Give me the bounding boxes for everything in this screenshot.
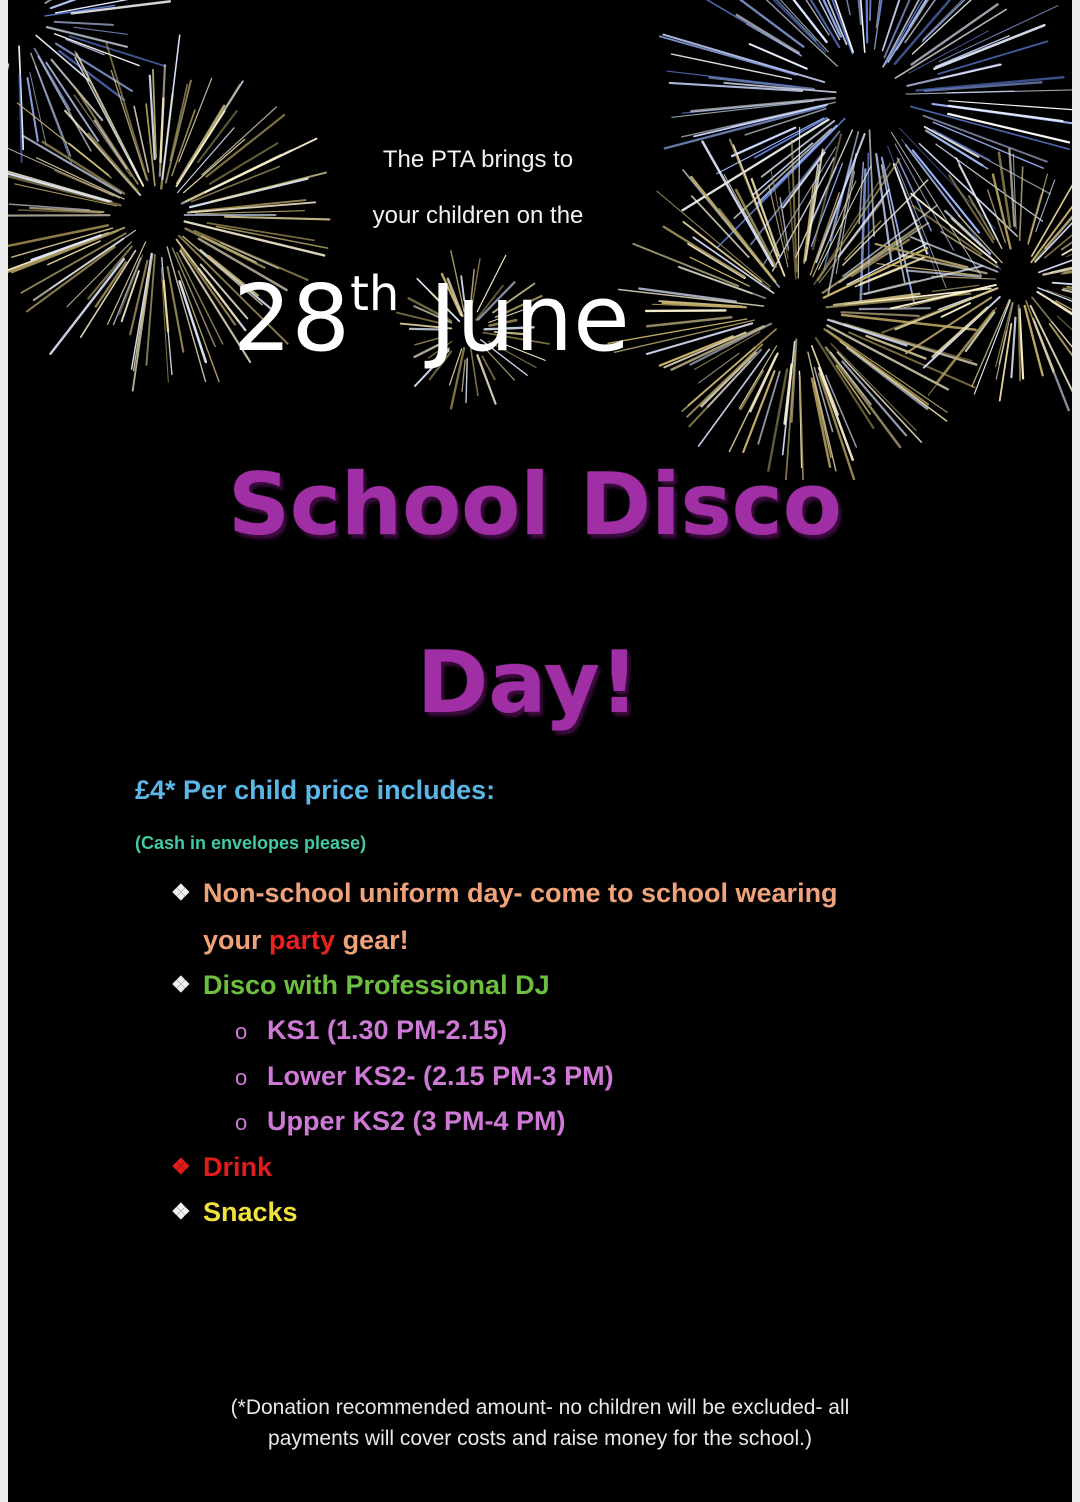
- snacks-text: Snacks: [203, 1197, 298, 1227]
- disco-text: Disco with Professional DJ: [203, 970, 550, 1000]
- session-item: [235, 1106, 566, 1137]
- list-item-uniform-cont: [203, 925, 409, 956]
- intro-line-1: The PTA brings to: [382, 146, 574, 173]
- session-item: [235, 1015, 507, 1046]
- list-item-disco: [171, 970, 550, 1001]
- bullet-icon: ❖: [171, 1154, 191, 1179]
- title-line-2: Day!: [416, 633, 640, 733]
- session-text: Upper KS2 (3 PM-4 PM): [267, 1106, 566, 1136]
- list-item-drink: [171, 1152, 272, 1183]
- circle-bullet-icon: o: [235, 1019, 248, 1044]
- circle-bullet-icon: o: [235, 1065, 248, 1090]
- session-text: Lower KS2- (2.15 PM-3 PM): [267, 1061, 614, 1091]
- uniform-text-a: Non-school uniform day- come to school wearing: [203, 878, 838, 908]
- footnote-line-2: payments will cover costs and raise money for the school.): [268, 1427, 812, 1450]
- cash-note: (Cash in envelopes please): [135, 833, 367, 853]
- date-day: 28: [233, 265, 351, 372]
- intro-line-2: your children on the: [372, 202, 584, 229]
- bullet-icon: ❖: [171, 1199, 191, 1224]
- session-text: KS1 (1.30 PM-2.15): [267, 1015, 508, 1045]
- list-item-uniform: [171, 878, 838, 909]
- circle-bullet-icon: o: [235, 1110, 248, 1135]
- session-item: [235, 1061, 614, 1092]
- date-month: June: [429, 265, 630, 372]
- date-suffix: th: [350, 266, 400, 322]
- price-heading: £4* Per child price includes:: [135, 775, 496, 805]
- footnote-line-1: (*Donation recommended amount- no children will be excluded- all: [230, 1396, 850, 1419]
- uniform-text-b1: your: [203, 925, 262, 955]
- disco-poster: [8, 0, 1072, 1502]
- bullet-icon: ❖: [171, 880, 191, 905]
- fireworks-illustration: [8, 0, 1072, 480]
- list-item-snacks: [171, 1197, 298, 1228]
- drink-text: Drink: [203, 1152, 273, 1182]
- uniform-text-b3: gear!: [342, 925, 409, 955]
- title-line-1: School Disco: [228, 455, 842, 555]
- bullet-icon: ❖: [171, 972, 191, 997]
- event-date: [233, 265, 630, 372]
- party-word: party: [269, 925, 336, 955]
